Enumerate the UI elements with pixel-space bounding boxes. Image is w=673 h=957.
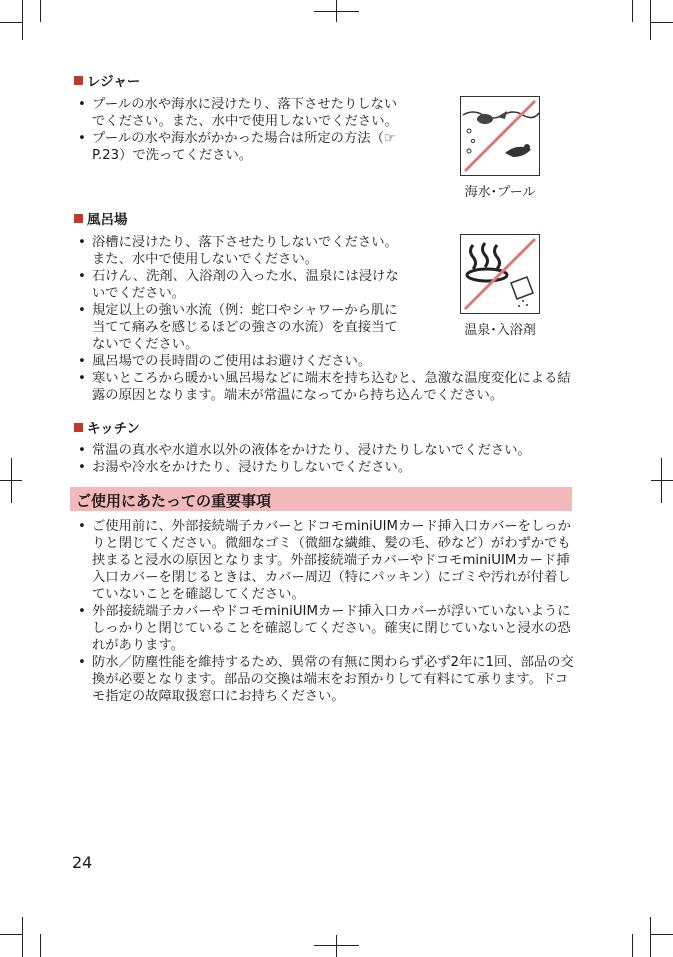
important-list xyxy=(74,518,574,705)
figure-caption: 温泉･入浴剤 xyxy=(464,323,536,338)
list-item: • 常温の真水や水道水以外の液体をかけたり、浸けたりしないでください。 xyxy=(74,442,574,459)
list-item: • 風呂場での長時間のご使用はお避けください。 xyxy=(74,353,574,370)
section-square-icon xyxy=(74,214,83,223)
kitchen-list xyxy=(74,442,574,476)
important-notes-header: ご使用にあたっての重要事項 xyxy=(70,487,572,511)
leisure-list xyxy=(74,96,404,164)
list-item: • 防水／防塵性能を維持するため、異常の有無に関わらず必ず2年に1回、部品の交換が必要となります。部品の交換は端末をお預かりして有料にて承ります。ドコモ指定の故障取扱窓口にお持ちください。 xyxy=(74,654,574,705)
bath-heading: 風呂場 xyxy=(74,208,128,228)
swimming-prohibited-icon xyxy=(460,96,540,176)
seawater-pool-figure xyxy=(452,96,548,200)
list-item: • プールの水や海水がかかった場合は所定の方法（☞P.23）で洗ってください。 xyxy=(74,130,404,164)
section-square-icon xyxy=(74,423,83,432)
list-item: • ご使用前に、外部接続端子カバーとドコモminiUIMカード挿入口カバーをしっかりと閉じてください。微細なゴミ（微細な繊維、髪の毛、砂など）がわずかでも挟まると浸水の原因となります。外部接続端子カバーやドコモminiUIMカード挿入口カバーを閉じるときは、カバー周辺（特にパッキン）にゴミや汚れが付着していないことを確認してください。 xyxy=(74,518,574,603)
kitchen-heading: キッチン xyxy=(74,417,140,437)
list-item: • 浴槽に浸けたり、落下させたりしないでください。また、水中で使用しないでください。 xyxy=(74,234,404,268)
hot-spring-prohibited-icon xyxy=(460,234,540,314)
list-item: • お湯や冷水をかけたり、浸けたりしないでください。 xyxy=(74,459,574,476)
list-item: • 外部接続端子カバーやドコモminiUIMカード挿入口カバーが浮いていないようにしっかりと閉じていることを確認してください。確実に閉じていないと浸水の恐れがあります。 xyxy=(74,603,574,654)
page-number: 24 xyxy=(72,853,93,872)
leisure-heading: レジャー xyxy=(74,70,140,90)
section-square-icon xyxy=(74,76,83,85)
list-item: • プールの水や海水に浸けたり、落下させたりしないでください。また、水中で使用しないでください。 xyxy=(74,96,404,130)
list-item: • 規定以上の強い水流（例：蛇口やシャワーから肌に当てて痛みを感じるほどの強さの水流）を直接当てないでください。 xyxy=(74,302,404,353)
hot-spring-bath-additive-figure xyxy=(452,234,548,338)
figure-caption: 海水･プール xyxy=(464,185,536,200)
list-item: • 寒いところから暖かい風呂場などに端末を持ち込むと、急激な温度変化による結露の原因となります。端末が常温になってから持ち込んでください。 xyxy=(74,370,574,404)
list-item: • 石けん、洗剤、入浴剤の入った水、温泉には浸けないでください。 xyxy=(74,268,404,302)
